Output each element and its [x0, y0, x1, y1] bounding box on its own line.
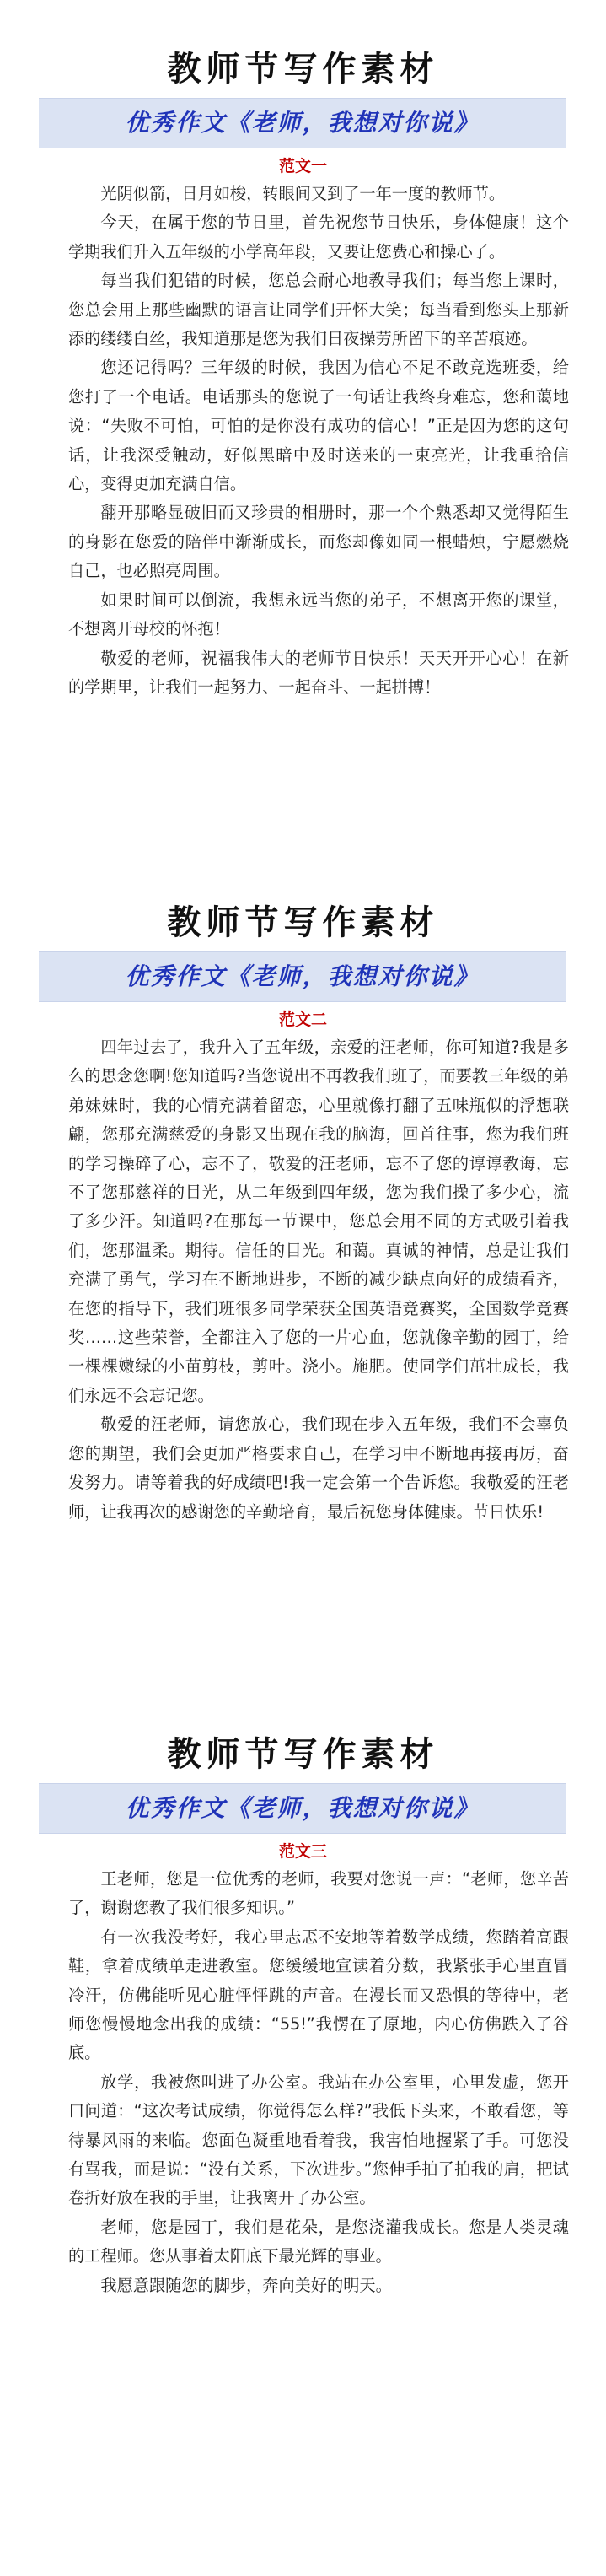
paragraph: 翻开那略显破旧而又珍贵的相册时，那一个个熟悉却又觉得陌生的身影在您爱的陪伴中渐渐成长，而您却像如同一根蜡烛，宁愿燃烧自己，也必照亮周围。 — [68, 503, 569, 581]
essay-label: 范文一 — [278, 157, 327, 175]
page-title: 教师节写作素材 — [167, 1734, 439, 1774]
essay-banner: 优秀作文《老师，我想对你说》 — [39, 1783, 566, 1834]
paragraph: 如果时间可以倒流，我想永远当您的弟子，不想离开您的课堂，不想离开母校的怀抱！ — [68, 590, 569, 639]
paragraph: 敬爱的汪老师，请您放心，我们现在步入五年级，我们不会辜负您的期望，我们会更加严格要求自己，在学习中不断地再接再厉，奋发努力。请等着我的好成绩吧!我一定会第一个告诉您。我敬爱的汪老师，让我再次的感谢您的辛勤培育，最后祝您身体健康。节日快乐! — [68, 1415, 569, 1522]
essay-label: 范文二 — [278, 1010, 327, 1029]
paragraph: 有一次我没考好，我心里忐忑不安地等着数学成绩，您踏着高跟鞋，拿着成绩单走进教室。您缓缓地宣读着分数，我紧张手心里直冒冷汗，仿佛能听见心脏怦怦跳的声音。在漫长而又恐惧的等待中，老师您慢慢地念出我的成绩：“55!”我愣在了原地，内心仿佛跌入了谷底。 — [68, 1927, 569, 2063]
paragraph: 王老师，您是一位优秀的老师，我要对您说一声：“老师，您辛苦了，谢谢您教了我们很多知识。” — [68, 1869, 569, 1918]
page-title: 教师节写作素材 — [167, 49, 439, 89]
paragraph: 今天，在属于您的节日里，首先祝您节日快乐，身体健康！这个学期我们升入五年级的小学高年段，又要让您费心和操心了。 — [68, 213, 569, 261]
paragraph: 敬爱的老师，祝福我伟大的老师节日快乐！天天开开心心！在新的学期里，让我们一起努力、一起奋斗、一起拼搏！ — [68, 648, 569, 697]
paragraph: 您还记得吗？三年级的时候，我因为信心不足不敢竞选班委，给您打了一个电话。电话那头的您说了一句话让我终身难忘，您和蔼地说：“失败不可怕，可怕的是你没有成功的信心！”正是因为您的这句话，让我深受触动，好似黑暗中及时送来的一束亮光，让我重拾信心，变得更加充满自信。 — [68, 358, 569, 494]
essay-body — [68, 1865, 569, 2300]
paragraph: 放学，我被您叫进了办公室。我站在办公室里，心里发虚，您开口问道：“这次考试成绩，你觉得怎么样?”我低下头来，不敢看您，等待暴风雨的来临。您面色凝重地看着我，我害怕地握紧了手。可您没有骂我，而是说：“没有关系，下次进步。”您伸手拍了拍我的肩，把试卷折好放在我的手里，让我离开了办公室。 — [68, 2072, 569, 2208]
page-title: 教师节写作素材 — [167, 903, 439, 942]
paragraph: 老师，您是园丁，我们是花朵，是您浇灌我成长。您是人类灵魂的工程师。您从事着太阳底下最光辉的事业。 — [68, 2217, 569, 2266]
essay-body — [68, 180, 569, 702]
essay-label: 范文三 — [278, 1842, 327, 1861]
paragraph: 每当我们犯错的时候，您总会耐心地教导我们；每当您上课时，您总会用上那些幽默的语言让同学们开怀大笑；每当看到您头上那新添的缕缕白丝，我知道那是您为我们日夜操劳所留下的辛苦痕迹。 — [68, 271, 569, 349]
essay-banner: 优秀作文《老师，我想对你说》 — [39, 951, 566, 1002]
paragraph: 光阴似箭，日月如梭，转眼间又到了一年一度的教师节。 — [100, 184, 506, 203]
paragraph: 我愿意跟随您的脚步，奔向美好的明天。 — [100, 2275, 392, 2295]
essay-body — [68, 1033, 569, 1527]
paragraph: 四年过去了，我升入了五年级，亲爱的汪老师，你可知道?我是多么的思念您啊!您知道吗?当您说出不再教我们班了，而要教三年级的弟弟妹妹时，我的心情充满着留恋，心里就像打翻了五味瓶似的浮想联翩，您那充满慈爱的身影又出现在我的脑海，回首往事，您为我们班的学习操碎了心，忘不了，敬爱的汪老师，忘不了您的谆谆教诲，忘不了您那慈祥的目光，从二年级到四年级，您为我们操了多少心，流了多少汗。知道吗?在那每一节课中，您总会用不同的方式吸引着我们，您那温柔。期待。信任的目光。和蔼。真诚的神情，总是让我们充满了勇气，学习在不断地进步，不断的减少缺点向好的成绩看齐，在您的指导下，我们班很多同学荣获全国英语竞赛奖，全国数学竞赛奖……这些荣誉，全都注入了您的一片心血，您就像辛勤的园丁，给一棵棵嫩绿的小苗剪枝，剪叶。浇小。施肥。使同学们茁壮成长，我们永远不会忘记您。 — [68, 1037, 569, 1405]
essay-banner: 优秀作文《老师，我想对你说》 — [39, 98, 566, 148]
